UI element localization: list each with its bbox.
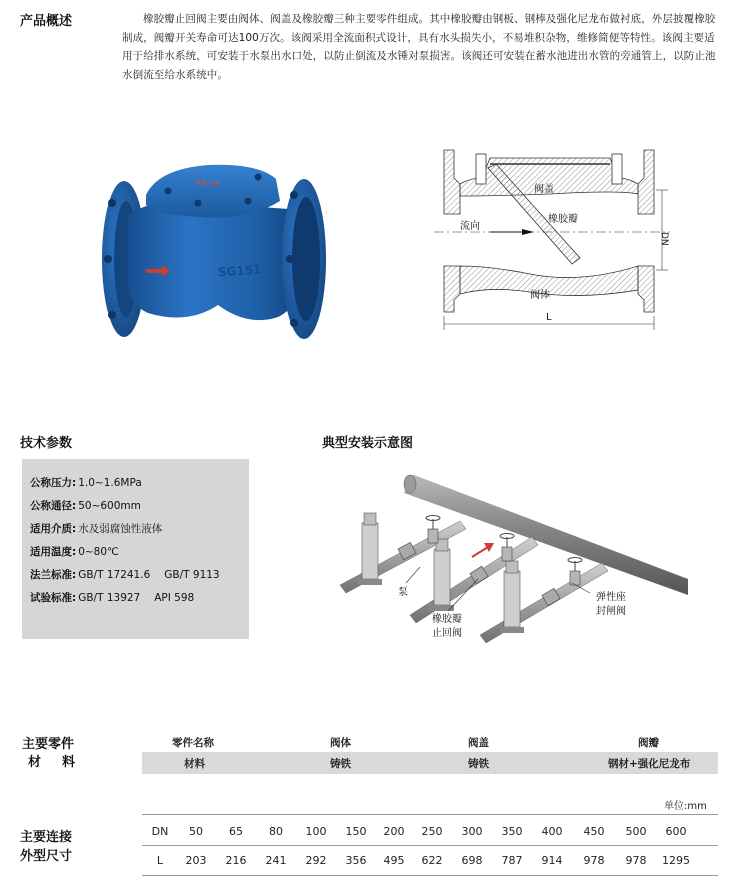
parts-row-label: 材料 [184, 758, 205, 770]
parts-row-disc: 钢材+强化尼龙布 [608, 758, 691, 770]
label-disc: 橡胶瓣 [548, 214, 578, 225]
l-value: 292 [305, 854, 327, 867]
label-flow: 流向 [460, 221, 480, 232]
dn-value: 350 [501, 825, 523, 838]
dn-value: 500 [625, 825, 647, 838]
label-gate-valve-2: 封闸阀 [596, 606, 626, 617]
param-row-medium: 适用介质: 水及弱腐蚀性液体 [30, 523, 163, 535]
dn-value: 400 [541, 825, 563, 838]
parts-table-row [142, 752, 718, 774]
tech-params-box [22, 459, 249, 639]
label-dn: DN [659, 232, 669, 246]
label-body: 阀体 [530, 290, 550, 301]
param-row-diameter: 公称通径: 50~600mm [30, 500, 141, 512]
l-value: 241 [265, 854, 287, 867]
dn-value: 100 [305, 825, 327, 838]
dn-value: 450 [583, 825, 605, 838]
l-value: 203 [185, 854, 207, 867]
l-label: L [156, 854, 164, 867]
l-value: 622 [421, 854, 443, 867]
flow-direction-icon [472, 547, 488, 557]
dn-value: 300 [461, 825, 483, 838]
cover-marking: PN 16 [196, 179, 220, 188]
tech-params-heading: 技术参数 [20, 436, 73, 451]
label-l: L [546, 312, 552, 323]
dn-value: 150 [345, 825, 367, 838]
l-value: 356 [345, 854, 367, 867]
parts-heading-line2: 材 料 [28, 755, 80, 770]
gate-valve-1 [426, 516, 440, 544]
dimensions-top-rule [142, 814, 718, 815]
overview-heading: 产品概述 [20, 14, 73, 29]
label-pump: 泵 [398, 587, 408, 598]
l-value: 216 [225, 854, 247, 867]
parts-header-body: 阀体 [330, 737, 351, 749]
valve-body [128, 201, 303, 320]
parts-header-disc: 阀瓣 [638, 737, 659, 749]
param-row-temperature: 适用温度: 0~80℃ [30, 546, 119, 558]
l-value: 914 [541, 854, 563, 867]
dn-value: 65 [229, 825, 243, 838]
label-gate-valve-1: 弹性座 [596, 592, 626, 603]
parts-heading-line1: 主要零件 [22, 737, 75, 752]
l-value: 978 [625, 854, 647, 867]
l-value: 787 [501, 854, 523, 867]
dn-value: 80 [269, 825, 283, 838]
dimensions-bottom-rule [142, 875, 718, 876]
dimensions-l-row [142, 854, 718, 868]
l-value: 698 [461, 854, 483, 867]
parts-table-header [142, 731, 718, 751]
l-value: 1295 [662, 854, 690, 867]
l-value: 978 [583, 854, 605, 867]
dn-value: 200 [383, 825, 405, 838]
dimensions-heading-line2: 外型尺寸 [20, 849, 73, 864]
valve-product-photo [98, 155, 330, 355]
dn-value: 250 [421, 825, 443, 838]
param-row-flange-standard: 法兰标准: GB/T 17241.6 GB/T 9113 [30, 569, 220, 581]
dn-label: DN [151, 825, 169, 838]
parts-header-cover: 阀盖 [468, 737, 489, 749]
valve-section-drawing [430, 140, 680, 340]
parts-header-name: 零件名称 [172, 737, 214, 749]
unit-label: 单位:mm [664, 801, 707, 812]
gate-valve-2 [500, 534, 514, 562]
parts-row-body: 铸铁 [330, 758, 351, 770]
dn-value: 50 [189, 825, 203, 838]
label-cover: 阀盖 [534, 184, 554, 195]
label-check-valve-1: 橡胶瓣 [432, 614, 462, 625]
parts-row-cover: 铸铁 [468, 758, 489, 770]
dimensions-heading-line1: 主要连接 [20, 830, 73, 845]
body-marking: SG151 [217, 262, 262, 280]
label-check-valve-2: 止回阀 [432, 628, 462, 639]
dimensions-mid-rule [142, 845, 718, 846]
dimensions-dn-row [142, 825, 718, 839]
param-row-pressure: 公称压力: 1.0~1.6MPa [30, 477, 142, 489]
gate-valve-3 [568, 558, 582, 586]
installation-diagram [300, 455, 700, 655]
param-row-test-standard: 试验标准: GB/T 13927 API 598 [30, 592, 195, 604]
dn-value: 600 [665, 825, 687, 838]
l-value: 495 [383, 854, 405, 867]
installation-heading: 典型安装示意图 [322, 436, 414, 451]
overview-text: 橡胶瓣止回阀主要由阀体、阀盖及橡胶瓣三种主要零件组成。其中橡胶瓣由钢板、钢棒及强化尼龙布做衬底，外层披覆橡胶制成，阀瓣开关寿命可达100万次。该阀采用全流面积式设计，具有水头损失小，不易堆积杂物，维修简便等特性。该阀主要适用于给排水系统，可安装于水泵出水口处，以防止倒流及水锤对泵损害。该阀还可安装在蓄水池进出水管的旁通管上，以防止池水倒流至给水系统中。 [122, 13, 716, 81]
